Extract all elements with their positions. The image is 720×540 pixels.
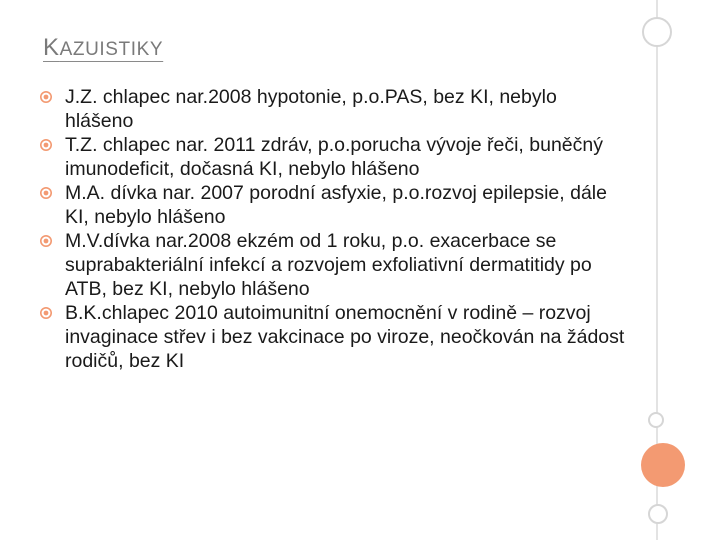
sun-bullet-icon (40, 139, 52, 151)
decorative-circle-small (648, 412, 664, 428)
slide-title-rest: AZUISTIKY (59, 39, 164, 60)
decorative-circle-top (642, 17, 672, 47)
list-item-text: J.Z. chlapec nar.2008 hypotonie, p.o.PAS, bez KI, nebylo hlášeno (65, 86, 557, 132)
decorative-circle-accent (641, 443, 685, 487)
decorative-circle-bottom (648, 504, 668, 524)
sun-bullet-icon (40, 91, 52, 103)
list-item-text: M.V.dívka nar.2008 ekzém od 1 roku, p.o. exacerbace se suprabakteriální infekcí a rozvojem exfoliativní dermatitidy po ATB, bez KI, nebylo hlášeno (65, 230, 592, 300)
list-item-text: M.A. dívka nar. 2007 porodní asfyxie, p.o.rozvoj epilepsie, dále KI, nebylo hlášeno (65, 182, 607, 228)
slide-title-initial: K (43, 34, 60, 61)
list-item (40, 133, 625, 181)
sun-bullet-icon (40, 235, 52, 247)
bullet-list (40, 85, 625, 373)
slide-title (43, 34, 163, 62)
list-item (40, 301, 625, 373)
list-item (40, 181, 625, 229)
sun-bullet-icon (40, 307, 52, 319)
list-item (40, 85, 625, 133)
sun-bullet-icon (40, 187, 52, 199)
list-item-text: T.Z. chlapec nar. 2011 zdráv, p.o.porucha vývoje řeči, buněčný imunodeficit, dočasná KI, nebylo hlášeno (65, 134, 603, 180)
list-item (40, 229, 625, 301)
list-item-text: B.K.chlapec 2010 autoimunitní onemocnění v rodině – rozvoj invaginace střev i bez vakcinace po viroze, neočkován na žádost rodičů, bez KI (65, 302, 625, 372)
